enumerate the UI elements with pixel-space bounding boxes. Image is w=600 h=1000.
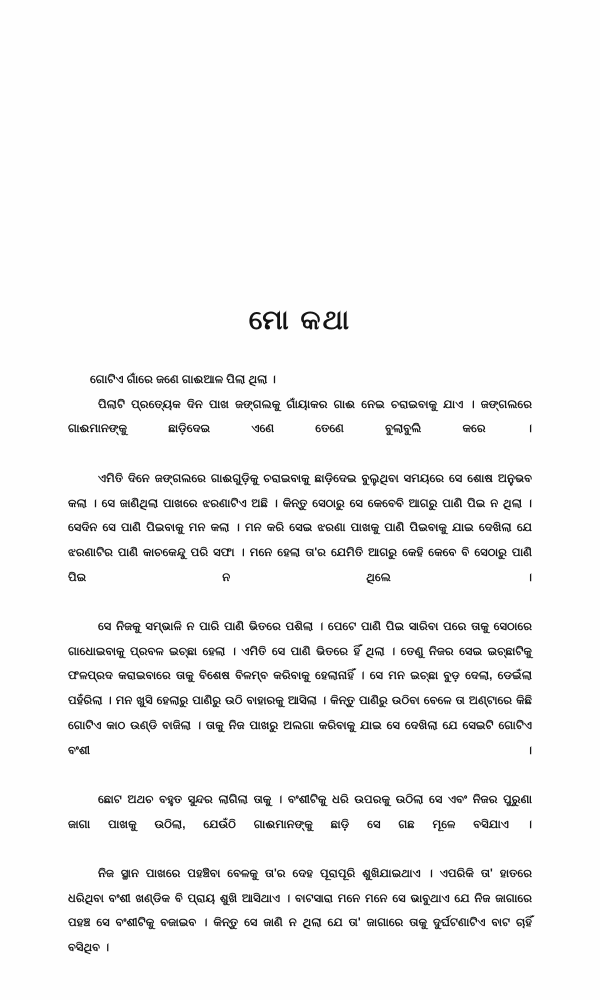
paragraph-5: ନିଜ ସ୍ଥାନ ପାଖରେ ପହଞ୍ଚିବା ବେଳକୁ ତା'ର ଦେହ ପୂରାପୂରି ଶୁଖିଯାଇଥାଏ । ଏପରିକି ତା' ହାତରେ ଧରିଥିବା ବଂଶୀ ଖଣ୍ଡିକ ବି ପ୍ରାୟ ଶୁଖି ଆସିଥାଏ । ବାଟସାରା ମନେ ମନେ ସେ ଭାବୁଥାଏ ଯେ ନିଜ ଜାଗାରେ ପହଞ୍ଚ ସେ ବଂଶୀଟିକୁ ବଜାଇବ । କିନ୍ତୁ ସେ ଜାଣି ନ ଥିଲା ଯେ ତା' ଜାଗାରେ ତାକୁ ଦୁର୍ଘଟଣାଟିଏ ବାଟ ଚାହିଁ ବସିଥିବ ।: [68, 867, 532, 955]
paragraph-1: ପିଲାଟି ପ୍ରତ୍ୟେକ ଦିନ ପାଖ ଜଙ୍ଗଲକୁ ଗାଁୟାକର ଗାଈ ନେଇ ଚରାଇବାକୁ ଯାଏ । ଜଙ୍ଗଲରେ ଗାଈମାନଙ୍କୁ ଛାଡ଼ିଦେଇ ଏଣେ ତେଣେ ବୁଲାବୁଲି କରେ ।: [68, 397, 532, 436]
opening-line: ଗୋଟିଏ ଗାଁରେ ଜଣେ ଗାଈଆଳ ପିଲା ଥିଲା ।: [90, 373, 276, 386]
body-text-block: [68, 368, 532, 961]
paragraph-4: ଛୋଟ ଅଥଚ ବହୁତ ସୁନ୍ଦର ଲାଗିଲା ତାକୁ । ବଂଶୀଟିକୁ ଧରି ଉପରକୁ ଉଠିଲା ସେ ଏବଂ ନିଜର ପୁରୁଣା ଜାଗା ପାଖକୁ ଉଠିଲା, ଯେଉଁଠି ଗାଈମାନଙ୍କୁ ଛାଡ଼ି ସେ ଗଛ ମୂଳେ ବସିଯାଏ ।: [68, 792, 532, 831]
page-title: ମୋ କଥା: [248, 305, 352, 336]
title-block: [0, 288, 600, 354]
paragraph-3: ସେ ନିଜକୁ ସମ୍ଭାଳି ନ ପାରି ପାଣି ଭିତରେ ପଶିଲା । ପେଟେ ପାଣି ପିଇ ସାରିବା ପରେ ତାକୁ ସେଠାରେ ଗାଧୋଇବାକୁ ପ୍ରବଳ ଇଚ୍ଛା ହେଲା । ଏମିତି ସେ ପାଣି ଭିତରେ ହିଁ ଥିଲା । ତେଣୁ ନିଜର ସେଇ ଇଚ୍ଛାଟିକୁ ଫଳପ୍ରଦ କରାଇବାରେ ତାକୁ ବିଶେଷ ବିଳମ୍ବ କରିବାକୁ ହେଲାନାହିଁ । ସେ ମନ ଇଚ୍ଛା ବୁଡ଼ ଦେଲା, ଡେଇଁଲା ପହଁରିଲା । ମନ ଖୁସି ହେଲାରୁ ପାଣିରୁ ଉଠି ବାହାରକୁ ଆସିଲା । କିନ୍ତୁ ପାଣିରୁ ଉଠିବା ବେଳେ ତା ଅଣ୍ଟାରେ କିଛି ଗୋଟିଏ କାଠ ଉଣ୍ଡି ବାଜିଲା । ତାକୁ ନିଜ ପାଖରୁ ଅଲଗା କରିବାକୁ ଯାଇ ସେ ଦେଖିଲା ଯେ ସେଇଟି ଗୋଟିଏ ବଂଶୀ ।: [68, 620, 532, 757]
paragraph-2: ଏମିତି ଦିନେ ଜଙ୍ଗଲରେ ଗାଈଗୁଡ଼ିକୁ ଚରାଇବାକୁ ଛାଡ଼ିଦେଇ ବୁଲୁଥିବା ସମୟରେ ସେ ଶୋଷ ଅନୁଭବ କଲା । ସେ ଜାଣିଥିଲା ପାଖରେ ଝରଣାଟିଏ ଅଛି । କିନ୍ତୁ ସେଠାରୁ ସେ କେବେବି ଆଗରୁ ପାଣି ପିଇ ନ ଥିଲା । ସେଦିନ ସେ ପାଣି ପିଇବାକୁ ମନ କଲା । ମନ କରି ସେଇ ଝରଣା ପାଖକୁ ପାଣି ପିଇବାକୁ ଯାଇ ଦେଖିଲା ଯେ ଝରଣାଟିର ପାଣି କାଚକେନ୍ଦୁ ପରି ସଫା । ମନେ ହେଲା ତା'ର ଯେମିତି ଆଗରୁ କେହି କେବେ ବି ସେଠାରୁ ପାଣି ପିଇ ନ ଥିଲେ ।: [68, 471, 532, 584]
